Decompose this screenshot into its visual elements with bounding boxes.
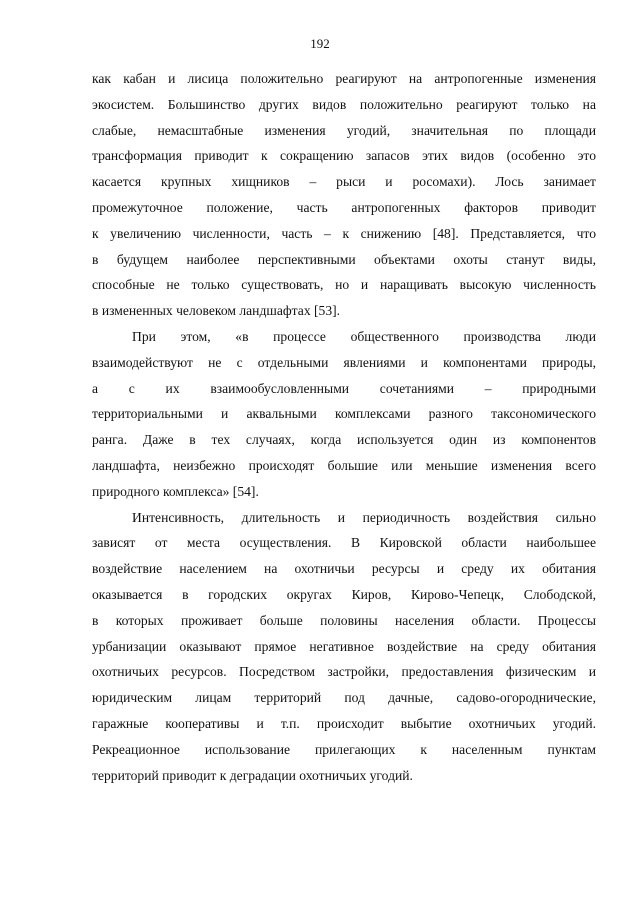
text-line: территорий приводит к деградации охотничьих угодий. bbox=[92, 767, 413, 783]
text-line: в измененных человеком ландшафтах [53]. bbox=[92, 303, 341, 319]
paragraph-3 bbox=[92, 505, 596, 789]
text-line: оказывается в городских округах Киров, Кирово-Чепецк, Слободской, bbox=[92, 586, 596, 602]
text-line: касается крупных хищников – рыси и росомахи). Лось занимает bbox=[92, 174, 596, 190]
text-line: взаимодействуют не с отдельными явлениями и компонентами природы, bbox=[92, 354, 596, 370]
text-line: к увеличению численности, часть – к снижению [48]. Представляется, что bbox=[92, 225, 596, 241]
text-line: трансформация приводит к сокращению запасов этих видов (особенно это bbox=[92, 148, 596, 164]
text-line: охотничьих ресурсов. Посредством застройки, предоставления физическим и bbox=[92, 664, 596, 680]
text-line: природного комплекса» [54]. bbox=[92, 483, 259, 499]
page-number: 192 bbox=[310, 36, 330, 51]
text-line: ранга. Даже в тех случаях, когда используется один из компонентов bbox=[92, 432, 596, 448]
text-line: урбанизации оказывают прямое негативное воздействие на среду обитания bbox=[92, 638, 596, 654]
text-line: зависят от места осуществления. В Кировской области наибольшее bbox=[92, 535, 596, 551]
text-line: промежуточное положение, часть антропогенных факторов приводит bbox=[92, 199, 596, 215]
text-line: слабые, немасштабные изменения угодий, значительная по площади bbox=[92, 122, 596, 138]
text-line: экосистем. Большинство других видов положительно реагируют только на bbox=[92, 96, 596, 112]
paragraph-2 bbox=[92, 324, 596, 505]
text-line: Рекреационное использование прилегающих к населенным пунктам bbox=[92, 741, 596, 757]
text-line: а с их взаимообусловленными сочетаниями – природными bbox=[92, 380, 596, 396]
text-line: юридическим лицам территорий под дачные, садово-огороднические, bbox=[92, 690, 596, 706]
text-line: территориальными и аквальными комплексами разного таксономического bbox=[92, 406, 596, 422]
page-body bbox=[92, 66, 596, 788]
text-line: При этом, «в процессе общественного производства люди bbox=[132, 328, 596, 344]
text-line: воздействие населением на охотничьи ресурсы и среду их обитания bbox=[92, 561, 596, 577]
text-line: в будущем наиболее перспективными объектами охоты станут виды, bbox=[92, 251, 596, 267]
text-line: Интенсивность, длительность и периодичность воздействия сильно bbox=[132, 509, 596, 525]
text-line: в которых проживает больше половины населения области. Процессы bbox=[92, 612, 596, 628]
text-line: способные не только существовать, но и наращивать высокую численность bbox=[92, 277, 596, 293]
text-line: ландшафта, неизбежно происходят большие или меньшие изменения всего bbox=[92, 457, 596, 473]
text-line: как кабан и лисица положительно реагируют на антропогенные изменения bbox=[92, 71, 596, 86]
text-line: гаражные кооперативы и т.п. происходит выбытие охотничьих угодий. bbox=[92, 715, 596, 731]
paragraph-1 bbox=[92, 66, 596, 324]
